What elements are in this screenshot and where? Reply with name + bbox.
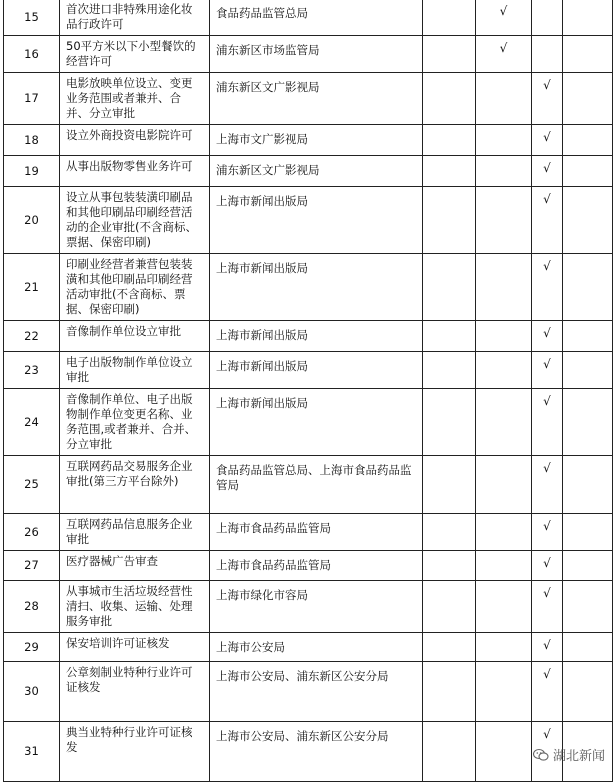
item-name: 50平方米以下小型餐饮的经营许可 (60, 36, 210, 73)
check-cell (423, 321, 476, 352)
table-row (4, 187, 613, 254)
table-row (4, 0, 613, 36)
watermark-text: 湖北新闻 (552, 749, 605, 764)
check-mark: √ (532, 633, 563, 662)
check-cell (532, 36, 563, 73)
check-cell (563, 0, 613, 36)
row-number: 21 (4, 254, 60, 321)
check-cell (476, 662, 532, 722)
item-name: 音像制作单位设立审批 (60, 321, 210, 352)
department: 上海市文广影视局 (210, 125, 423, 156)
check-mark: √ (532, 73, 563, 125)
check-cell (476, 456, 532, 514)
table-row (4, 156, 613, 187)
department: 上海市新闻出版局 (210, 321, 423, 352)
row-number: 24 (4, 389, 60, 456)
item-name: 音像制作单位、电子出版物制作单位变更名称、业务范围,或者兼并、合并、分立审批 (60, 389, 210, 456)
check-cell (563, 156, 613, 187)
row-number: 17 (4, 73, 60, 125)
department: 上海市公安局、浦东新区公安分局 (210, 662, 423, 722)
department: 上海市绿化市容局 (210, 581, 423, 633)
department: 上海市食品药品监管局 (210, 514, 423, 551)
check-mark: √ (532, 254, 563, 321)
row-number: 27 (4, 551, 60, 581)
check-mark: √ (532, 456, 563, 514)
department: 浦东新区文广影视局 (210, 156, 423, 187)
check-mark: √ (532, 551, 563, 581)
check-cell (563, 187, 613, 254)
department: 食品药品监管总局、上海市食品药品监管局 (210, 456, 423, 514)
check-cell (476, 352, 532, 389)
department: 食品药品监管总局 (210, 0, 423, 36)
department: 上海市新闻出版局 (210, 187, 423, 254)
item-name: 从事出版物零售业务许可 (60, 156, 210, 187)
table-row (4, 125, 613, 156)
check-cell (563, 581, 613, 633)
check-cell (476, 321, 532, 352)
check-cell (476, 187, 532, 254)
check-cell (423, 254, 476, 321)
row-number: 31 (4, 722, 60, 782)
check-mark: √ (532, 662, 563, 722)
check-cell (563, 389, 613, 456)
item-name: 医疗器械广告审查 (60, 551, 210, 581)
department: 上海市新闻出版局 (210, 254, 423, 321)
check-cell (423, 36, 476, 73)
table-row (4, 633, 613, 662)
check-cell (563, 125, 613, 156)
department: 上海市公安局 (210, 633, 423, 662)
item-name: 互联网药品信息服务企业审批 (60, 514, 210, 551)
check-mark: √ (532, 581, 563, 633)
check-cell (423, 722, 476, 782)
table-row (4, 254, 613, 321)
table-row (4, 662, 613, 722)
table-row (4, 456, 613, 514)
check-cell (423, 662, 476, 722)
check-cell (423, 581, 476, 633)
row-number: 15 (4, 0, 60, 36)
check-cell (476, 73, 532, 125)
check-cell (423, 0, 476, 36)
check-cell (563, 456, 613, 514)
check-mark: √ (532, 125, 563, 156)
wechat-icon (533, 748, 549, 762)
check-cell (563, 514, 613, 551)
check-mark: √ (532, 352, 563, 389)
check-cell (476, 633, 532, 662)
check-cell (476, 254, 532, 321)
table-row (4, 581, 613, 633)
approval-items-table (3, 0, 613, 782)
item-name: 印刷业经营者兼营包装装潢和其他印刷品印刷经营活动审批(不含商标、票据、保密印刷) (60, 254, 210, 321)
department: 浦东新区文广影视局 (210, 73, 423, 125)
check-cell (476, 551, 532, 581)
check-cell (563, 254, 613, 321)
check-cell (423, 125, 476, 156)
department: 上海市新闻出版局 (210, 389, 423, 456)
item-name: 电子出版物制作单位设立审批 (60, 352, 210, 389)
check-cell (563, 633, 613, 662)
check-mark: √ (532, 187, 563, 254)
check-mark: √ (532, 321, 563, 352)
check-cell (563, 36, 613, 73)
check-cell (563, 551, 613, 581)
check-cell (423, 187, 476, 254)
check-cell (563, 352, 613, 389)
check-mark: √ (532, 156, 563, 187)
check-cell (476, 514, 532, 551)
check-mark: √ (532, 514, 563, 551)
check-cell (423, 633, 476, 662)
table-row (4, 722, 613, 782)
item-name: 公章刻制业特种行业许可证核发 (60, 662, 210, 722)
table-row (4, 321, 613, 352)
check-cell (563, 662, 613, 722)
watermark (533, 745, 605, 764)
department: 浦东新区市场监管局 (210, 36, 423, 73)
row-number: 28 (4, 581, 60, 633)
check-cell (423, 156, 476, 187)
row-number: 20 (4, 187, 60, 254)
check-cell (423, 456, 476, 514)
table-row (4, 389, 613, 456)
table-row (4, 551, 613, 581)
check-cell (476, 125, 532, 156)
check-mark: √ (532, 389, 563, 456)
check-mark: √ (476, 36, 532, 73)
department: 上海市新闻出版局 (210, 352, 423, 389)
row-number: 23 (4, 352, 60, 389)
check-mark: √ (532, 722, 563, 782)
check-cell (423, 514, 476, 551)
department: 上海市食品药品监管局 (210, 551, 423, 581)
row-number: 29 (4, 633, 60, 662)
table-row (4, 73, 613, 125)
item-name: 电影放映单位设立、变更业务范围或者兼并、合并、分立审批 (60, 73, 210, 125)
check-mark: √ (476, 0, 532, 36)
table-row (4, 514, 613, 551)
row-number: 16 (4, 36, 60, 73)
table-row (4, 352, 613, 389)
check-cell (563, 321, 613, 352)
row-number: 30 (4, 662, 60, 722)
table-row (4, 36, 613, 73)
check-cell (532, 0, 563, 36)
row-number: 22 (4, 321, 60, 352)
item-name: 设立从事包装装潢印刷品和其他印刷品印刷经营活动的企业审批(不含商标、票据、保密印刷) (60, 187, 210, 254)
row-number: 25 (4, 456, 60, 514)
check-cell (423, 73, 476, 125)
check-cell (423, 389, 476, 456)
check-cell (476, 581, 532, 633)
department: 上海市公安局、浦东新区公安分局 (210, 722, 423, 782)
item-name: 典当业特种行业许可证核发 (60, 722, 210, 782)
check-cell (476, 156, 532, 187)
item-name: 首次进口非特殊用途化妆品行政许可 (60, 0, 210, 36)
row-number: 19 (4, 156, 60, 187)
item-name: 保安培训许可证核发 (60, 633, 210, 662)
check-cell (476, 389, 532, 456)
item-name: 从事城市生活垃圾经营性清扫、收集、运输、处理服务审批 (60, 581, 210, 633)
check-cell (423, 551, 476, 581)
item-name: 设立外商投资电影院许可 (60, 125, 210, 156)
item-name: 互联网药品交易服务企业审批(第三方平台除外) (60, 456, 210, 514)
check-cell (476, 722, 532, 782)
row-number: 18 (4, 125, 60, 156)
row-number: 26 (4, 514, 60, 551)
check-cell (563, 73, 613, 125)
check-cell (423, 352, 476, 389)
